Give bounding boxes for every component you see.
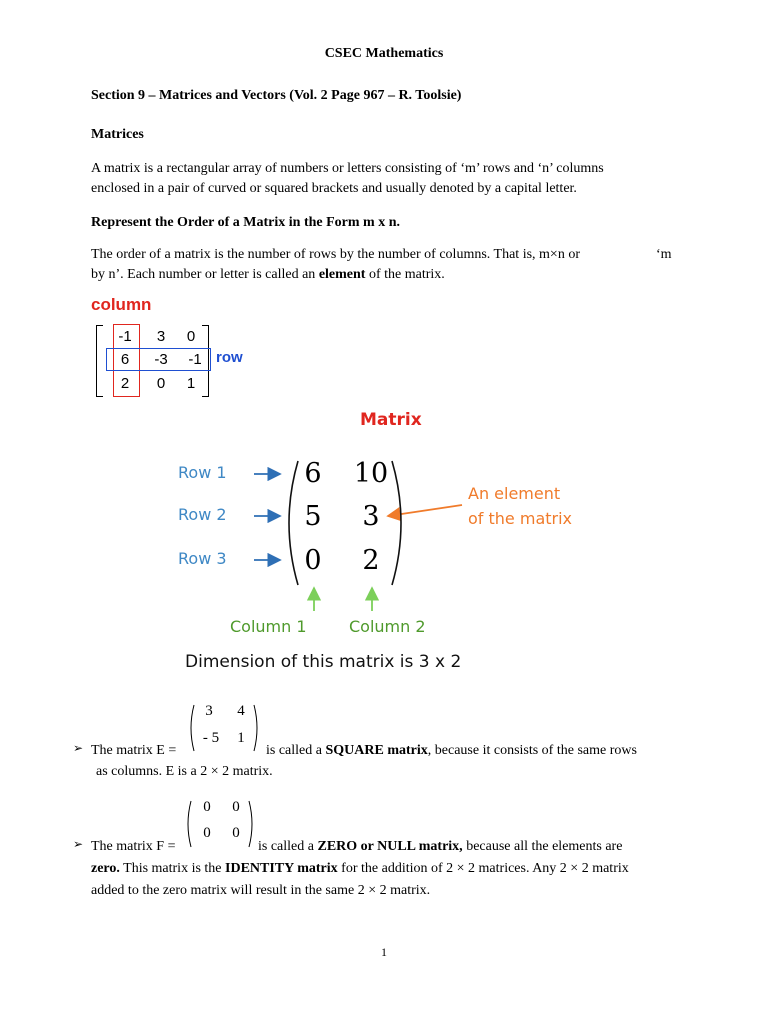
- matrix-value: 5: [304, 501, 322, 532]
- order-line-2-b: of the matrix.: [365, 267, 445, 282]
- matrix-e-line-1: [91, 740, 711, 761]
- matrix-diagram-title: Matrix: [360, 410, 422, 430]
- order-line-1: [91, 245, 691, 265]
- matrix-e-cell: 4: [237, 703, 245, 719]
- identity-matrix-term: IDENTITY matrix: [225, 861, 338, 876]
- column-1-label: Column 1: [230, 617, 307, 636]
- matrix-f-cell: 0: [203, 799, 211, 815]
- square-matrix-term: SQUARE matrix: [325, 743, 428, 758]
- element-label-line-2: of the matrix: [468, 509, 573, 528]
- matrix-f-text-b: is called a: [258, 839, 318, 854]
- matrix-cell: 0: [186, 328, 196, 345]
- column-arrows: [314, 588, 372, 611]
- matrix-f-line-2: [91, 858, 721, 880]
- order-paragraph: [91, 245, 691, 285]
- matrix-diagram: [170, 405, 620, 680]
- section-heading: Section 9 – Matrices and Vectors (Vol. 2 Page 967 – R. Toolsie): [91, 88, 462, 103]
- matrix-e-text-b: is called a: [266, 743, 326, 758]
- matrix-cell: 1: [186, 375, 196, 392]
- zero-term: zero.: [91, 861, 120, 876]
- matrix-e-cell: 1: [237, 730, 245, 746]
- order-line-1-text: The order of a matrix is the number of rows by the number of columns. That is, m×n or: [91, 247, 580, 262]
- matrix-cell: -1: [118, 328, 132, 345]
- matrix-f-paragraph: [91, 836, 721, 902]
- row-1-label: Row 1: [178, 463, 227, 482]
- matrix-f-line-1-rest: [258, 836, 622, 858]
- order-line-2-a: by n’. Each number or letter is called an: [91, 267, 319, 282]
- matrix-cell: 3: [156, 328, 166, 345]
- matrix-cell: -1: [188, 351, 202, 368]
- matrix-f-text-a: The matrix F =: [91, 839, 176, 854]
- order-line-2: [91, 265, 691, 285]
- row-arrows: [254, 474, 280, 560]
- matrix-e-cell: 3: [205, 703, 213, 719]
- matrix-cell: 2: [120, 375, 130, 392]
- page-title: CSEC Mathematics: [324, 46, 444, 61]
- matrix-e-line-1-rest: [266, 740, 637, 761]
- column-label: column: [91, 295, 152, 314]
- matrix-e-paragraph: [91, 740, 711, 782]
- matrix-value: 0: [304, 545, 322, 576]
- matrix-f-cell: 0: [203, 825, 211, 841]
- row-3-label: Row 3: [178, 549, 227, 568]
- element-arrow: [388, 505, 462, 516]
- matrix-diagram-graphics: [170, 405, 620, 680]
- element-label: [468, 481, 572, 531]
- intro-line-1: A matrix is a rectangular array of numbers or letters consisting of ‘m’ rows and ‘n’ columns: [91, 161, 604, 176]
- matrix-e-cell: - 5: [202, 730, 220, 746]
- page-number: 1: [381, 945, 387, 959]
- matrix-f-text-c: because all the elements are: [462, 839, 623, 854]
- bullet-arrow-icon: ➢: [73, 837, 84, 851]
- matrix-value: 3: [362, 501, 380, 532]
- matrix-value: 10: [353, 458, 389, 489]
- column-2-label: Column 2: [349, 617, 426, 636]
- column-row-figure: [89, 295, 254, 401]
- matrix-value: 6: [304, 458, 322, 489]
- row-label: row: [216, 349, 243, 366]
- matrix-f-line-3: added to the zero matrix will result in the same 2 × 2 matrix.: [91, 883, 431, 898]
- intro-line-2: enclosed in a pair of curved or squared brackets and usually denoted by a capital letter.: [91, 181, 577, 196]
- matrix-cell: 0: [156, 375, 166, 392]
- matrix-value: 2: [362, 545, 380, 576]
- matrix-cell: -3: [154, 351, 168, 368]
- matrix-e-text-c: , because it consists of the same rows: [427, 743, 637, 758]
- matrix-e-line-2: as columns. E is a 2 × 2 matrix.: [96, 764, 273, 779]
- zero-matrix-term: ZERO or NULL matrix,: [317, 839, 463, 854]
- matrix-f-line-2-b: for the addition of 2 × 2 matrices. Any 2 × 2 matrix: [337, 861, 629, 876]
- left-bracket: [96, 325, 103, 397]
- element-label-line-1: An element: [468, 484, 561, 503]
- element-term: element: [318, 267, 366, 282]
- matrix-f-cell: 0: [232, 799, 240, 815]
- matrix-cell: 6: [120, 351, 130, 368]
- intro-paragraph: [91, 159, 691, 199]
- dimension-caption: Dimension of this matrix is 3 x 2: [185, 652, 462, 672]
- matrix-f-line-2-a: This matrix is the: [119, 861, 226, 876]
- bullet-arrow-icon: ➢: [73, 741, 84, 755]
- matrix-f-cell: 0: [232, 825, 240, 841]
- order-line-1-right: ‘m: [656, 247, 672, 262]
- matrix-e-text-a: The matrix E =: [91, 743, 177, 758]
- row-2-label: Row 2: [178, 505, 227, 524]
- order-heading: Represent the Order of a Matrix in the Form m x n.: [91, 215, 400, 230]
- matrix-f-line-1: [91, 836, 721, 858]
- matrices-heading: Matrices: [91, 127, 144, 142]
